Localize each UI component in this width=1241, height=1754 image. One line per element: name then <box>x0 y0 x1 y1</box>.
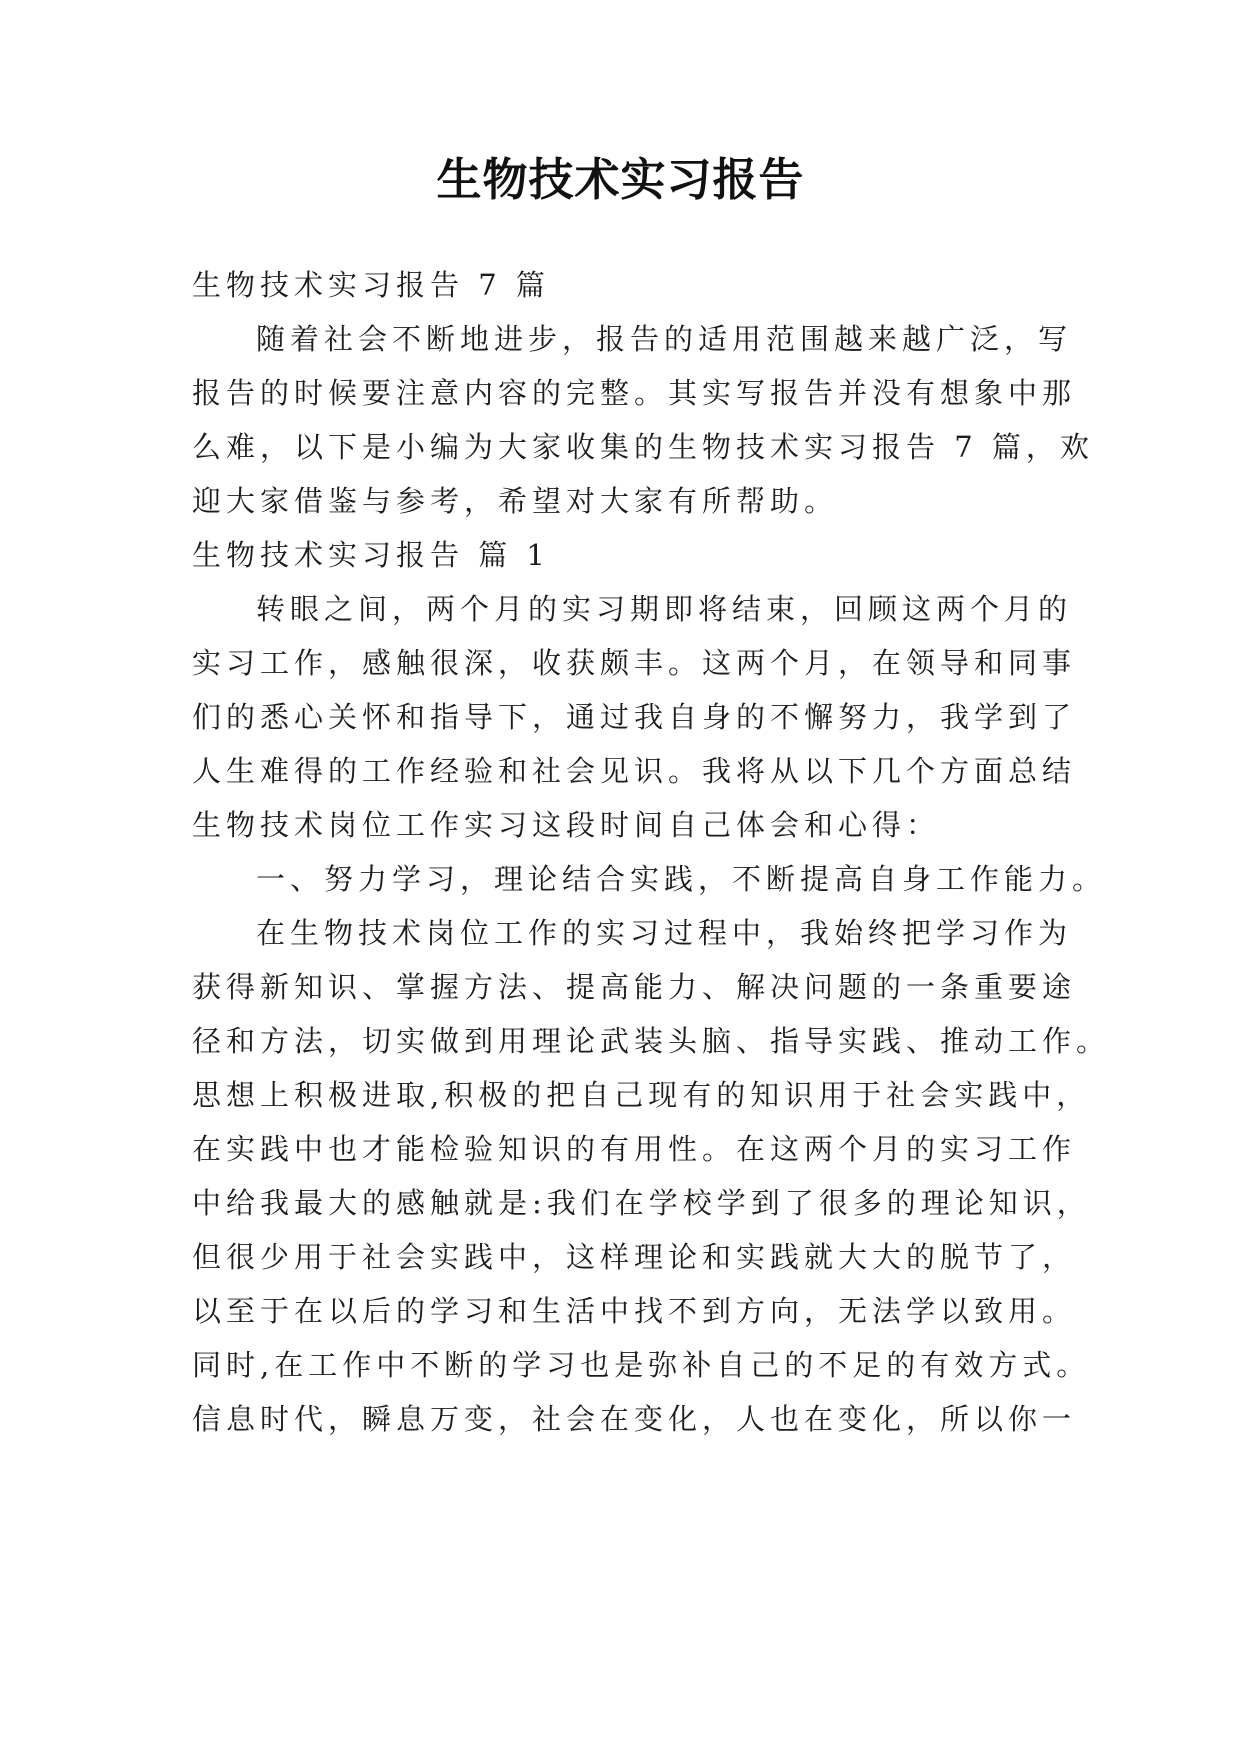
paragraph-line: 转眼之间，两个月的实习期即将结束，回顾这两个月的 <box>256 592 1073 626</box>
paragraph-line: 人生难得的工作经验和社会见识。我将从以下几个方面总结 <box>192 754 1077 788</box>
paragraph-line: 迎大家借鉴与参考，希望对大家有所帮助。 <box>192 484 839 518</box>
paragraph-line: 们的悉心关怀和指导下，通过我自身的不懈努力，我学到了 <box>192 700 1077 734</box>
paragraph-line: 思想上积极进取,积极的把自己现有的知识用于社会实践中， <box>192 1078 1091 1112</box>
paragraph-line: 同时,在工作中不断的学习也是弥补自己的不足的有效方式。 <box>192 1348 1091 1382</box>
paragraph-line: 么难，以下是小编为大家收集的生物技术实习报告 7 篇，欢 <box>192 430 1094 464</box>
paragraph-line: 生物技术岗位工作实习这段时间自己体会和心得： <box>192 808 941 842</box>
paragraph-line: 报告的时候要注意内容的完整。其实写报告并没有想象中那 <box>192 376 1077 410</box>
paragraph-line: 以至于在以后的学习和生活中找不到方向，无法学以致用。 <box>192 1294 1077 1328</box>
paragraph-line: 中给我最大的感触就是:我们在学校学到了很多的理论知识， <box>192 1186 1091 1220</box>
paragraph-line: 获得新知识、掌握方法、提高能力、解决问题的一条重要途 <box>192 970 1077 1004</box>
paragraph-line: 实习工作，感触很深，收获颇丰。这两个月，在领导和同事 <box>192 646 1077 680</box>
paragraph-line: 径和方法，切实做到用理论武装头脑、指导实践、推动工作。 <box>192 1024 1111 1058</box>
section-heading: 生物技术实习报告 篇 1 <box>192 538 550 572</box>
paragraph-line: 在生物技术岗位工作的实习过程中，我始终把学习作为 <box>256 916 1073 950</box>
paragraph-line: 信息时代，瞬息万变，社会在变化，人也在变化，所以你一 <box>192 1402 1077 1436</box>
subtitle-line: 生物技术实习报告 7 篇 <box>192 268 550 302</box>
paragraph-line: 但很少用于社会实践中，这样理论和实践就大大的脱节了， <box>192 1240 1077 1274</box>
paragraph-line: 随着社会不断地进步，报告的适用范围越来越广泛，写 <box>256 322 1073 356</box>
paragraph-line: 在实践中也才能检验知识的有用性。在这两个月的实习工作 <box>192 1132 1077 1166</box>
subheading-line: 一、努力学习，理论结合实践，不断提高自身工作能力。 <box>256 862 1107 896</box>
page-title: 生物技术实习报告 <box>436 153 805 206</box>
